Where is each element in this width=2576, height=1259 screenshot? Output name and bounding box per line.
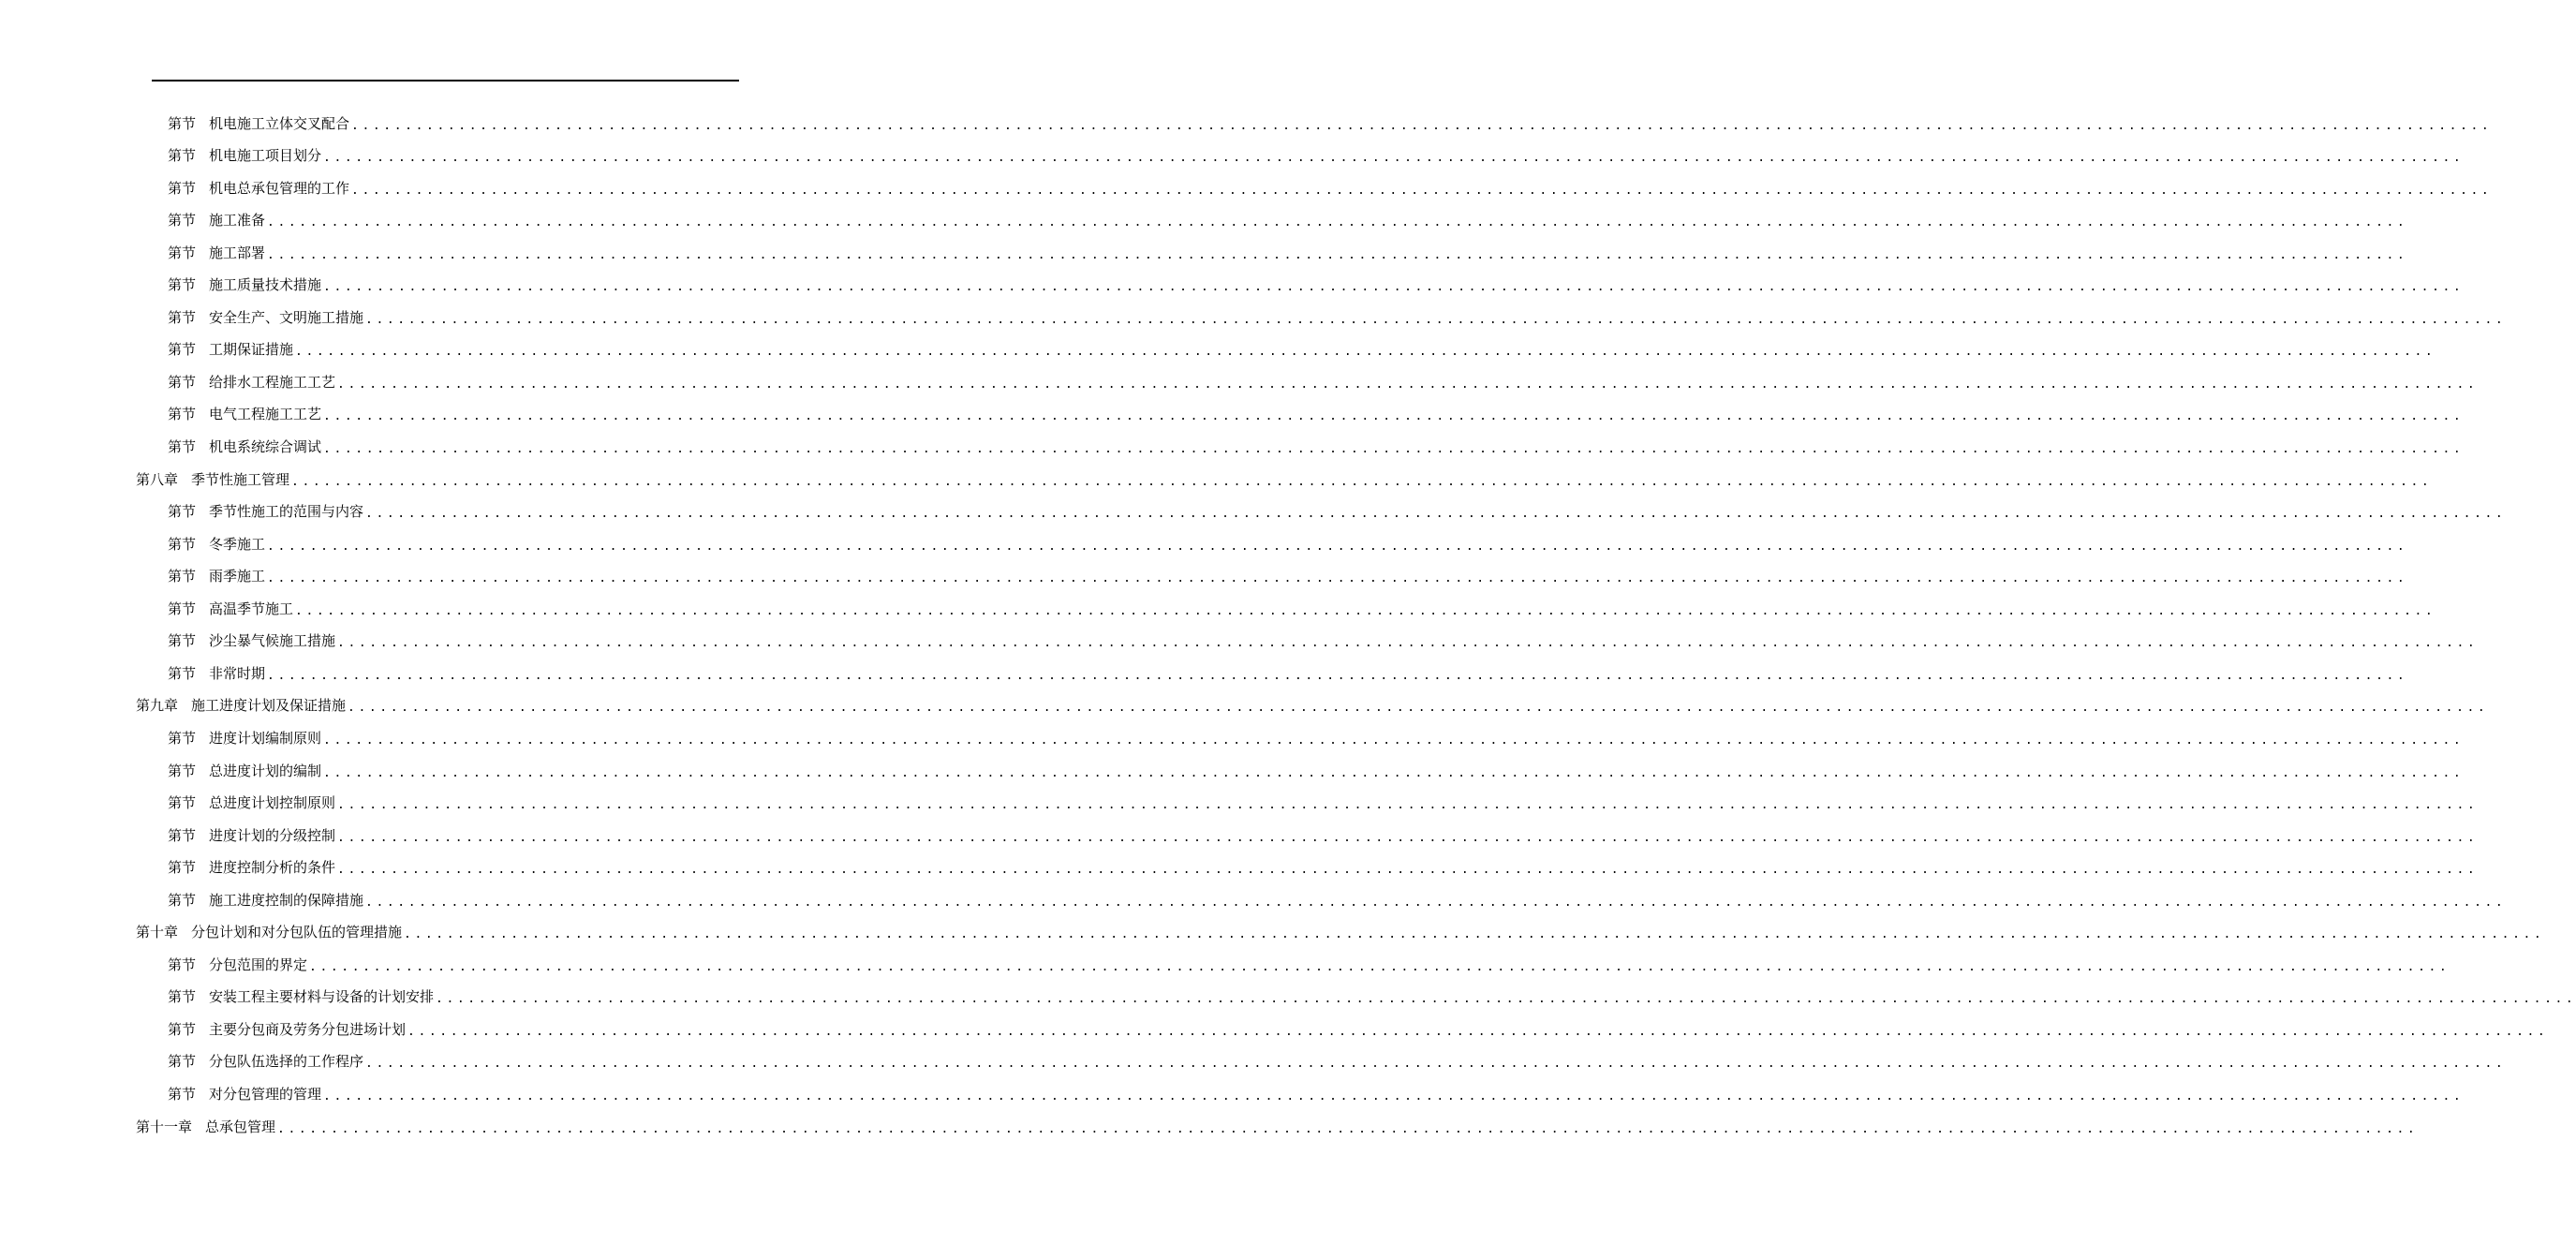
header-rule <box>152 80 739 81</box>
toc-entry-heading <box>168 664 266 682</box>
toc-entry-heading <box>168 602 293 616</box>
toc-entry-heading <box>168 440 321 454</box>
toc-section-entry[interactable] <box>168 172 2493 204</box>
toc-chapter-entry[interactable] <box>136 1111 2419 1143</box>
toc-section-entry[interactable] <box>168 561 2408 593</box>
toc-entry-title: 沙尘暴气候施工措施 <box>209 632 336 650</box>
toc-entry-title: 分包队伍选择的工作程序 <box>209 1053 364 1071</box>
toc-entry-prefix: 第节 <box>168 955 197 973</box>
toc-section-entry[interactable] <box>168 658 2408 689</box>
toc-entry-heading <box>168 214 265 228</box>
toc-entry-title: 安全生产、文明施工措施 <box>209 308 364 326</box>
toc-dot-leader: ........................................................................................................................................................................................................ <box>295 345 2436 360</box>
toc-entry-prefix: 第节 <box>168 762 197 779</box>
toc-dot-leader: ........................................................................................................................................................................................................ <box>365 507 2507 522</box>
toc-entry-title: 施工进度计划及保证措施 <box>191 697 347 715</box>
toc-section-entry[interactable] <box>168 302 2507 333</box>
toc-entry-title: 雨季施工 <box>209 568 266 585</box>
toc-dot-leader: ........................................................................................................................................................................................................ <box>436 992 2576 1007</box>
toc-entry-prefix: 第节 <box>168 859 197 877</box>
toc-section-entry[interactable] <box>168 1046 2507 1078</box>
toc-entry-title: 机电系统综合调试 <box>209 438 322 455</box>
toc-section-entry[interactable] <box>168 982 2576 1014</box>
toc-section-entry[interactable] <box>168 334 2436 366</box>
toc-dot-leader: ........................................................................................................................................................................................................ <box>291 474 2433 489</box>
toc-dot-leader: ........................................................................................................................................................................................................ <box>267 571 2408 586</box>
toc-entry-prefix: 第节 <box>168 276 197 294</box>
toc-entry-prefix: 第节 <box>168 308 197 326</box>
toc-dot-leader: ........................................................................................................................................................................................................ <box>365 312 2507 327</box>
toc-dot-leader: ........................................................................................................................................................................................................ <box>267 539 2408 554</box>
toc-entry-title: 分包计划和对分包队伍的管理措施 <box>191 924 403 941</box>
toc-entry-heading <box>168 308 364 326</box>
toc-entry-title: 季节性施工管理 <box>191 470 290 488</box>
toc-entry-prefix: 第九章 <box>136 697 179 715</box>
toc-section-entry[interactable] <box>168 399 2465 431</box>
toc-section-entry[interactable] <box>168 205 2408 237</box>
toc-section-entry[interactable] <box>168 432 2465 464</box>
toc-entry-heading <box>168 729 322 747</box>
toc-entry-title: 主要分包商及劳务分包进场计划 <box>209 1020 407 1038</box>
toc-dot-leader: ........................................................................................................................................................................................................ <box>323 442 2465 456</box>
toc-entry-title: 总进度计划的编制 <box>209 762 322 779</box>
toc-entry-prefix: 第节 <box>168 568 197 585</box>
toc-entry-prefix: 第十一章 <box>136 1118 193 1135</box>
toc-entry-heading <box>168 990 434 1004</box>
toc-entry-prefix: 第节 <box>168 988 197 1006</box>
toc-entry-heading <box>168 149 321 163</box>
toc-dot-leader: ........................................................................................................................................................................................................ <box>323 733 2465 748</box>
toc-section-entry[interactable] <box>168 108 2493 140</box>
toc-entry-heading <box>136 470 290 488</box>
toc-entry-prefix: 第节 <box>168 1020 197 1038</box>
toc-entry-heading <box>168 634 335 648</box>
toc-entry-title: 分包范围的界定 <box>209 955 308 973</box>
toc-entry-title: 施工质量技术措施 <box>209 276 322 294</box>
toc-entry-prefix: 第节 <box>168 147 197 165</box>
toc-entry-prefix: 第节 <box>168 438 197 455</box>
toc-entry-title: 施工准备 <box>209 212 266 230</box>
toc-section-entry[interactable] <box>168 366 2479 398</box>
toc-entry-heading <box>168 373 336 391</box>
toc-entry-prefix: 第节 <box>168 664 197 682</box>
toc-entry-heading <box>168 796 335 810</box>
toc-entry-heading <box>136 699 346 713</box>
toc-entry-prefix: 第节 <box>168 826 197 844</box>
toc-section-entry[interactable] <box>168 593 2436 625</box>
toc-section-entry[interactable] <box>168 1079 2465 1111</box>
toc-entry-prefix: 第节 <box>168 244 197 261</box>
toc-dot-leader: ........................................................................................................................................................................................................ <box>267 668 2408 683</box>
toc-entry-prefix: 第节 <box>168 891 197 909</box>
toc-section-entry[interactable] <box>168 755 2465 787</box>
toc-dot-leader: ........................................................................................................................................................................................................ <box>337 798 2479 813</box>
toc-entry-heading <box>168 764 321 778</box>
toc-section-entry[interactable] <box>168 237 2408 269</box>
toc-section-entry[interactable] <box>168 141 2465 172</box>
toc-section-entry[interactable] <box>168 1014 2549 1045</box>
toc-entry-prefix: 第节 <box>168 212 197 230</box>
toc-section-entry[interactable] <box>168 949 2450 981</box>
toc-entry-title: 冬季施工 <box>209 535 266 553</box>
toc-entry-heading <box>168 278 321 292</box>
toc-entry-heading <box>168 1088 321 1102</box>
toc-entry-prefix: 第节 <box>168 114 197 132</box>
toc-entry-heading <box>168 505 363 519</box>
toc-dot-leader: ........................................................................................................................................................................................................ <box>277 1121 2419 1136</box>
toc-chapter-entry[interactable] <box>136 690 2489 722</box>
toc-dot-leader: ........................................................................................................................................................................................................ <box>351 118 2493 133</box>
toc-section-entry[interactable] <box>168 528 2408 560</box>
toc-entry-prefix: 第节 <box>168 1086 197 1103</box>
toc-entry-heading <box>168 570 265 584</box>
toc-entry-prefix: 第节 <box>168 179 197 197</box>
toc-entry-heading <box>168 114 350 132</box>
toc-entry-title: 高温季节施工 <box>209 600 294 617</box>
toc-dot-leader: ........................................................................................................................................................................................................ <box>365 895 2507 910</box>
toc-section-entry[interactable] <box>168 270 2465 302</box>
toc-entry-heading <box>168 891 364 909</box>
toc-dot-leader: ........................................................................................................................................................................................................ <box>337 830 2479 845</box>
toc-entry-title: 进度控制分析的条件 <box>209 859 336 877</box>
toc-section-entry[interactable] <box>168 852 2479 884</box>
toc-entry-prefix: 第节 <box>168 341 197 359</box>
toc-entry-title: 对分包管理的管理 <box>209 1086 322 1103</box>
toc-entry-title: 进度计划的分级控制 <box>209 826 336 844</box>
toc-entry-title: 施工部署 <box>209 244 266 261</box>
toc-entry-prefix: 第节 <box>168 535 197 553</box>
toc-entry-title: 给排水工程施工工艺 <box>209 373 336 391</box>
toc-entry-heading <box>168 535 266 553</box>
toc-entry-prefix: 第节 <box>168 794 197 812</box>
toc-section-entry[interactable] <box>168 626 2479 658</box>
toc-dot-leader: ........................................................................................................................................................................................................ <box>323 280 2465 295</box>
toc-dot-leader: ........................................................................................................................................................................................................ <box>365 1057 2507 1072</box>
toc-entry-heading <box>136 926 402 940</box>
toc-dot-leader: ........................................................................................................................................................................................................ <box>323 765 2465 780</box>
toc-entry-title: 总承包管理 <box>205 1118 276 1135</box>
toc-entry-prefix: 第节 <box>168 600 197 617</box>
toc-chapter-entry[interactable] <box>136 917 2545 949</box>
toc-entry-prefix: 第节 <box>168 729 197 747</box>
toc-entry-title: 进度计划编制原则 <box>209 729 322 747</box>
toc-dot-leader: ........................................................................................................................................................................................................ <box>351 183 2493 198</box>
toc-dot-leader: ........................................................................................................................................................................................................ <box>295 603 2436 618</box>
toc-entry-heading <box>168 1055 363 1069</box>
toc-dot-leader: ........................................................................................................................................................................................................ <box>337 863 2479 878</box>
toc-entry-title: 工期保证措施 <box>209 341 294 359</box>
toc-section-entry[interactable] <box>168 496 2507 528</box>
toc-dot-leader: ........................................................................................................................................................................................................ <box>323 1089 2465 1103</box>
toc-entry-prefix: 第节 <box>168 632 197 650</box>
toc-entry-title: 施工进度控制的保障措施 <box>209 891 364 909</box>
toc-entry-heading <box>168 1020 407 1038</box>
toc-dot-leader: ........................................................................................................................................................................................................ <box>267 247 2408 262</box>
toc-entry-prefix: 第节 <box>168 1053 197 1071</box>
toc-entry-heading <box>168 407 321 422</box>
toc-entry-heading <box>136 1120 275 1134</box>
toc-entry-prefix: 第节 <box>168 406 197 423</box>
toc-entry-title: 季节性施工的范围与内容 <box>209 503 364 521</box>
toc-section-entry[interactable] <box>168 820 2479 852</box>
toc-entry-title: 机电总承包管理的工作 <box>209 179 350 197</box>
toc-entry-heading <box>168 955 308 973</box>
toc-entry-prefix: 第十章 <box>136 924 179 941</box>
toc-dot-leader: ........................................................................................................................................................................................................ <box>323 409 2465 424</box>
toc-entry-prefix: 第节 <box>168 373 197 391</box>
toc-entry-prefix: 第八章 <box>136 470 179 488</box>
toc-section-entry[interactable] <box>168 884 2507 916</box>
toc-dot-leader: ........................................................................................................................................................................................................ <box>323 151 2465 166</box>
toc-dot-leader: ........................................................................................................................................................................................................ <box>348 701 2489 716</box>
toc-entry-title: 安装工程主要材料与设备的计划安排 <box>209 988 435 1006</box>
toc-dot-leader: ........................................................................................................................................................................................................ <box>309 959 2450 974</box>
toc-dot-leader: ........................................................................................................................................................................................................ <box>337 636 2479 651</box>
toc-entry-heading <box>168 861 335 875</box>
toc-entry-title: 总进度计划控制原则 <box>209 794 336 812</box>
toc-entry-title: 机电施工立体交叉配合 <box>209 114 350 132</box>
toc-dot-leader: ........................................................................................................................................................................................................ <box>407 1024 2549 1039</box>
toc-entry-prefix: 第节 <box>168 503 197 521</box>
toc-entry-heading <box>168 179 350 197</box>
toc-dot-leader: ........................................................................................................................................................................................................ <box>337 377 2479 392</box>
toc-entry-heading <box>168 826 336 844</box>
toc-chapter-entry[interactable] <box>136 464 2433 496</box>
toc-dot-leader: ........................................................................................................................................................................................................ <box>404 927 2545 942</box>
toc-section-entry[interactable] <box>168 788 2479 820</box>
toc-entry-title: 非常时期 <box>209 664 266 682</box>
toc-entry-heading <box>168 343 293 357</box>
toc-dot-leader: ........................................................................................................................................................................................................ <box>267 215 2408 230</box>
toc-entry-heading <box>168 246 265 260</box>
toc-entry-title: 电气工程施工工艺 <box>209 406 322 423</box>
toc-section-entry[interactable] <box>168 722 2465 754</box>
toc-entry-title: 机电施工项目划分 <box>209 147 322 165</box>
